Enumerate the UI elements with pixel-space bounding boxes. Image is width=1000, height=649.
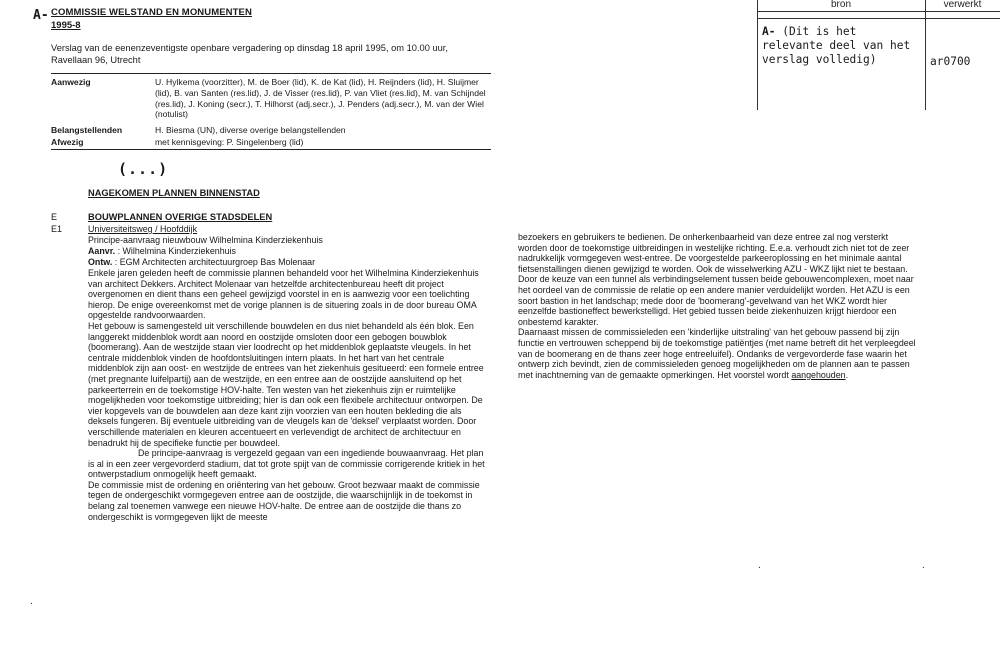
scan-dot: . — [922, 560, 925, 571]
ontwerper-line — [88, 257, 315, 268]
omission-mark: (...) — [118, 160, 169, 178]
table-line-middle — [925, 0, 926, 110]
document-number: 1995-8 — [51, 20, 81, 31]
left-column-body — [88, 268, 488, 522]
section-code-e: E — [51, 212, 58, 222]
margin-mark: A- — [33, 8, 49, 23]
scan-dot: . — [30, 596, 33, 607]
document-title: COMMISSIE WELSTAND EN MONUMENTEN — [51, 7, 252, 18]
table-line-header — [757, 11, 1000, 12]
belangstellenden-value: H. Biesma (UN), diverse overige belangstellenden — [155, 125, 346, 135]
e1-subtitle: Principe-aanvraag nieuwbouw Wilhelmina Kinderziekenhuis — [88, 235, 323, 245]
section-code-e1: E1 — [51, 224, 63, 234]
aanvrager-line — [88, 246, 236, 257]
verwerkt-header: verwerkt — [943, 0, 982, 10]
right-column-body — [518, 232, 918, 380]
bron-header: bron — [830, 0, 851, 10]
conclusion-period: . — [845, 369, 849, 380]
left-paragraph: Enkele jaren geleden heeft de commissie plannen behandeld voor het Wilhelmina Kinderziekenhuis van architect Dekkers. Architect Molenaar van hetzelfde architectenbureau heeft dit project overgenomen en dient thans een geheel gewijzigd voorstel in en is aanwezig voor een toelichting hierop. De enige overeenkomst met de vorige plannen is de situering zoals in de door bureau OMA opgestelde randvoorwaarden. — [88, 268, 479, 321]
left-paragraph: De principe-aanvraag is vergezeld gegaan van een ingediende bouwaanvraag. Het plan is al in een zeer vergevorderd stadium, dat tot grote spijt van de commissie corrigerende kritiek in het ontwerpstadium onmogelijk heeft gemaakt. — [88, 448, 485, 480]
verwerkt-value: ar0700 — [930, 55, 971, 68]
table-line-left — [757, 0, 758, 110]
bron-note-text: (Dit is het relevante deel van het verslag volledig) — [762, 25, 911, 66]
section-nagekomen: NAGEKOMEN PLANNEN BINNENSTAD — [88, 188, 260, 198]
left-paragraph: Het gebouw is samengesteld uit verschillende bouwdelen en dus niet behandeld als één blok. Een langgerekt middenblok wordt aan noord en oostzijde omsloten door een gebogen bouwblok (boomerang). Aan de westzijde staan vier loodrecht op het middenblok geplaatste vleugels. In het centrale middenblok vinden de hoofdontsluitingen intern plaats. In het hart van het centrale middenblok zijn aan oost- en westzijde de entrees van het ziekenhuis gesitueerd: een formele entree (met pregnante luifelpartij) aan de westzijde, en een entree aan de oostzijde aansluitend op het parkeerterrein en de toekomstige HOV-halte. Ten westen van het ziekenhuis zijn er ruimtelijke mogelijkheden voor toekomstige uitbreiding; hier is dan ook een flexibele architectuur ontworpen. De vier kopgevels van de bouwdelen aan deze kant zijn voorzien van een houten bekleding die als deksels fungeren. Bij eventuele uitbreiding van de vleugels kan de 'deksel' verplaatst worden. Door verschillende materialen en kleuren accentueert en verlevendigt de architect de architectuur en benadrukt hij de specifieke functie per bouwdeel. — [88, 320, 484, 448]
ontwerper-value: : EGM Architecten architectuurgroep Bas Molenaar — [114, 257, 316, 267]
ontwerper-label: Ontw. — [88, 257, 113, 267]
right-paragraph-text: Daarnaast missen de commissieleden een 'kinderlijke uitstraling' van het gebouw passend bij zijn functie en vertrouwen scheppend bij de toekomstige patiëntjes (met name betreft dit het verpleegdeel van de boomerang en de thans zeer hoge entreeluifel). Ondanks de vergevorderde fase waarin het ontwerp zich bevindt, zien de commissieleden genoeg mogelijkheden om de plannen aan te passen met inachtneming van de gemaakte opmerkingen. Het voorstel wordt — [518, 327, 916, 380]
right-paragraph: bezoekers en gebruikers te bedienen. De onherkenbaarheid van deze entree zal nog versterkt worden door de toekomstige uitbreidingen in westelijke richting. E.e.a. verhoudt zich niet tot de zeer nadrukkelijk vormgegeven west-entree. De voorgestelde parkeeroplossing en het minimale aantal fietsenstallingen dienen gewijzigd te worden. Ook de wisselwerking AZU - WKZ lijkt niet te bestaan. Door de keuze van een tunnel als verbindingselement tussen beide gebouwencomplexen, moet naar het oordeel van de commissie de relatie op een andere manier verduidelijkt worden. Het AZU is een soort bastion in het landschap; mede door de 'boomerang'-gevelwand van het WKZ wordt hier eenzelfde bastioneffect bewerkstelligd. Het gebied tussen beide ziekenhuizen krijgt hierdoor een onbestemd karakter. — [518, 232, 914, 327]
divider-bottom — [51, 149, 491, 150]
bron-mark: A- — [762, 25, 776, 38]
afwezig-value: met kennisgeving: P. Singelenberg (lid) — [155, 137, 304, 147]
e1-location: Universiteitsweg / Hoofddijk — [88, 224, 198, 234]
right-paragraph — [518, 327, 918, 380]
aanwezig-label: Aanwezig — [51, 77, 91, 87]
aanwezig-value: U. Hylkema (voorzitter), M. de Boer (lid), K. de Kat (lid), H. Reijnders (lid), H. Sluijmer (lid), B. van Santen (res.lid), J. de Visser (res.lid), P. van Vliet (res.lid), M. van Schijndel (res.lid), J. Koning (secr.), T. Hilhorst (adj.secr.), J. Penders (adj.secr.), M. van der Wiel (notulist) — [155, 77, 486, 120]
bron-note — [762, 25, 922, 67]
afwezig-label: Afwezig — [51, 137, 84, 147]
aanvrager-label: Aanvr. — [88, 246, 116, 256]
meeting-description: Verslag van de eenenzeventigste openbare vergadering op dinsdag 18 april 1995, om 10.00 uur, Ravellaan 96, Utrecht — [51, 43, 448, 65]
section-title-e: BOUWPLANNEN OVERIGE STADSDELEN — [88, 212, 273, 222]
conclusion-word: aangehouden — [791, 369, 846, 380]
scan-dot: . — [758, 560, 761, 571]
aanvrager-value: : Wilhelmina Kinderziekenhuis — [117, 246, 236, 256]
belangstellenden-label: Belangstellenden — [51, 125, 123, 135]
left-paragraph: De commissie mist de ordening en oriëntering van het gebouw. Groot bezwaar maakt de commissie tegen de ondergeschikt vormgegeven entree aan de oostzijde, die waarschijnlijk in de toekomst in belang zal toenemen vanwege een nieuwe HOV-halte. De entree aan de oostzijde die thans zo ondergeschikt is vormgegeven lijkt de meeste — [88, 479, 480, 522]
table-line-header-second — [757, 18, 1000, 19]
divider-top — [51, 73, 491, 74]
